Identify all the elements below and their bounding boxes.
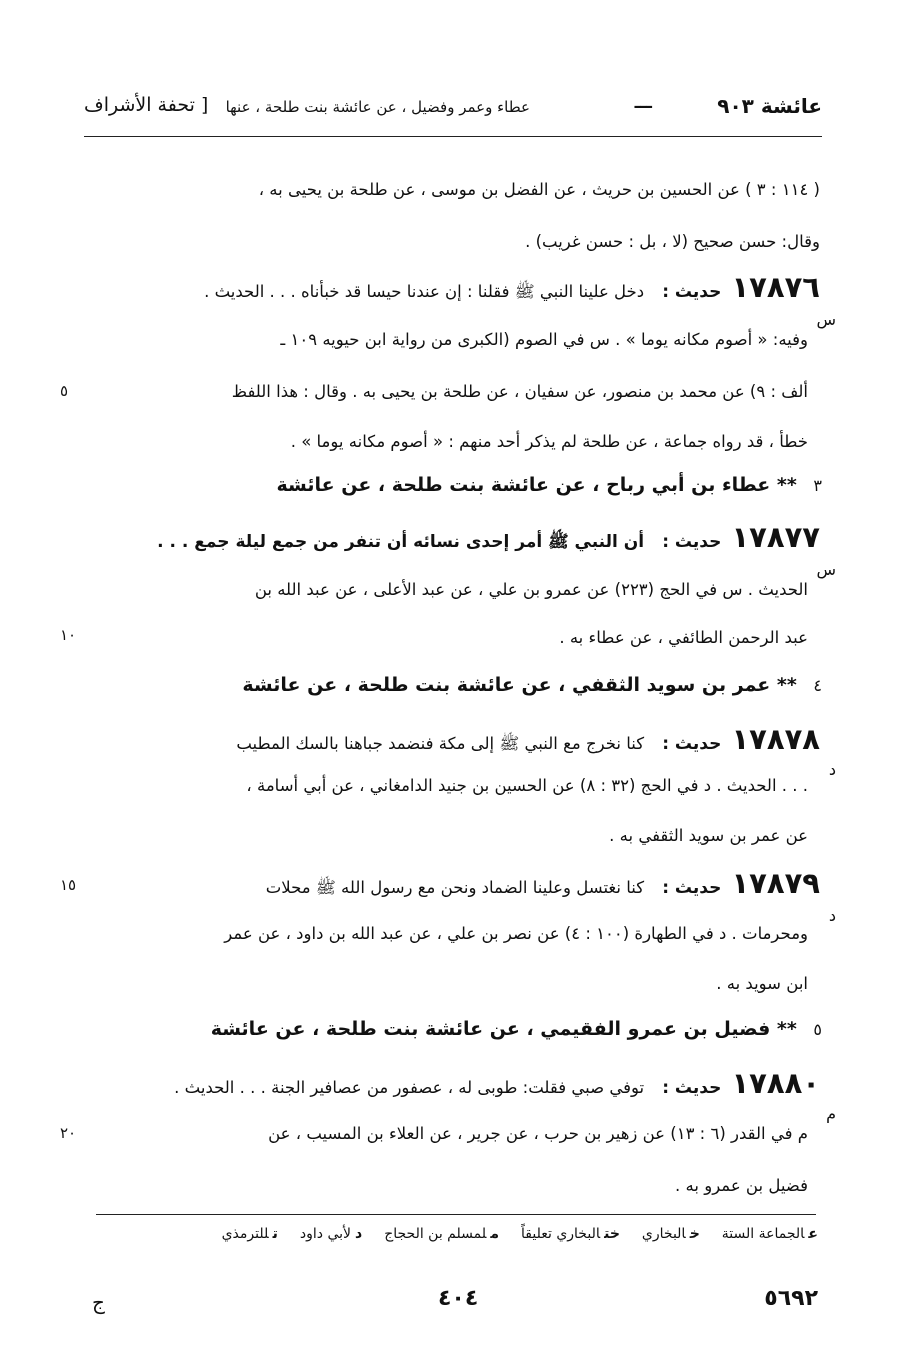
source-symbol: س: [816, 560, 836, 579]
section-heading: [242, 674, 822, 696]
hadith-number-value: ١٧٨٧٦: [731, 270, 820, 304]
hadith-number: [266, 866, 820, 902]
legend-text: البخاري: [641, 1226, 686, 1242]
line-number: ٥: [60, 382, 69, 400]
header-subtitle: عطاء وعمر وفضيل ، عن عائشة بنت طلحة ، عنها: [225, 98, 530, 116]
running-header: [84, 88, 822, 128]
hadith-number-value: ١٧٨٨٠: [731, 1066, 820, 1100]
header-title: عائشة ٩٠٣: [717, 94, 822, 118]
text-line: . . . الحديث . د في الحج (٣٢ : ٨) عن الحسين بن جنيد الدامغاني ، عن أبي أسامة ،: [246, 776, 808, 795]
hadith-label: حديث :: [662, 878, 722, 898]
legend-text: للترمذي: [221, 1226, 269, 1242]
text-line: خطأ ، قد رواه جماعة ، عن طلحة لم يذكر أحد منهم : « أصوم مكانه يوما » .: [290, 432, 808, 451]
text-line: ابن سويد به .: [716, 974, 808, 993]
header-separator: ـــ: [634, 93, 652, 113]
hadith-text: دخل علينا النبي ﷺ فقلنا : إن عندنا حيسا قد خبأناه . . . الحديث .: [204, 282, 645, 301]
section-heading: [277, 474, 822, 496]
hadith-number-value: ١٧٨٧٩: [731, 866, 820, 900]
legend-item: [222, 1226, 278, 1242]
hadith-text: كنا نغتسل وعلينا الضماد ونحن مع رسول الله ﷺ محلات: [265, 878, 645, 897]
text-line: عبد الرحمن الطائفي ، عن عطاء به .: [559, 628, 808, 647]
hadith-number: [236, 722, 820, 758]
legend-symbol: د: [355, 1226, 363, 1242]
hadith-label: حديث :: [662, 532, 722, 552]
section-heading: [211, 1018, 822, 1040]
hadith-label: حديث :: [662, 734, 722, 754]
section-number: ٥: [813, 1020, 822, 1039]
legend-symbol: خ: [689, 1226, 700, 1242]
source-symbol: س: [816, 310, 836, 329]
line-number: ١٠: [60, 626, 77, 644]
text-line: الحديث . س في الحج (٢٢٣) عن عمرو بن علي ، عن عبد الأعلى ، عن عبد الله بن: [254, 580, 808, 599]
volume-code: ٥٦٩٢: [764, 1286, 818, 1311]
page-number: ٤٠٤: [438, 1286, 479, 1311]
legend-text: الجماعة الستة: [721, 1226, 805, 1242]
hadith-label: حديث :: [662, 1078, 722, 1098]
legend-symbol: م: [490, 1226, 500, 1242]
text-line: ألف : ٩) عن محمد بن منصور، عن سفيان ، عن طلحة بن يحيى به . وقال : هذا اللفظ: [231, 382, 808, 401]
volume-letter: ج: [92, 1290, 105, 1314]
text-line: وفيه: « أصوم مكانه يوما » . س في الصوم (الكبرى من رواية ابن حيويه ١٠٩ ـ: [280, 330, 808, 349]
text-line: ومحرمات . د في الطهارة (١٠٠ : ٤) عن نصر بن علي ، عن عبد الله بن داود ، عن عمر: [224, 924, 808, 943]
legend-item: [300, 1226, 362, 1242]
legend-item: [521, 1226, 620, 1242]
hadith-number-value: ١٧٨٧٧: [731, 520, 820, 554]
line-number: ١٥: [60, 876, 77, 894]
section-title: ** فضيل بن عمرو الفقيمي ، عن عائشة بنت طلحة ، عن عائشة: [210, 1018, 797, 1040]
text-line: م في القدر (٦ : ١٣) عن زهير بن حرب ، عن جرير ، عن العلاء بن المسيب ، عن: [268, 1124, 808, 1143]
legend-item: [722, 1226, 818, 1242]
text-line: وقال: حسن صحيح (لا ، بل : حسن غريب) .: [525, 232, 820, 251]
source-symbol: د: [828, 906, 836, 925]
source-symbol: د: [828, 760, 836, 779]
legend-item: [642, 1226, 700, 1242]
text-line: فضيل بن عمرو به .: [675, 1176, 808, 1195]
section-number: ٣: [813, 476, 822, 495]
hadith-number: [157, 520, 820, 556]
section-title: ** عمر بن سويد الثقفي ، عن عائشة بنت طلحة ، عن عائشة: [242, 674, 797, 696]
header-rule: [84, 136, 822, 137]
legend-symbol: خت: [604, 1226, 620, 1242]
hadith-number-value: ١٧٨٧٨: [731, 722, 820, 756]
abbreviation-legend: [222, 1226, 818, 1242]
hadith-text: أن النبي ﷺ أمر إحدى نسائه أن تنفر من جمع ليلة جمع . . .: [157, 532, 645, 552]
hadith-text: كنا نخرج مع النبي ﷺ إلى مكة فنضمد جباهنا بالسك المطيب: [236, 734, 645, 753]
footer-rule: [96, 1214, 816, 1215]
line-number: ٢٠: [60, 1124, 77, 1142]
hadith-number: [174, 1066, 820, 1100]
legend-text: لأبي داود: [299, 1226, 351, 1242]
section-number: ٤: [813, 676, 822, 695]
legend-item: [384, 1226, 499, 1242]
hadith-text: توفي صبي فقلت: طوبى له ، عصفور من عصافير الجنة . . . الحديث .: [174, 1078, 645, 1097]
legend-text: البخاري تعليقاً: [521, 1226, 601, 1242]
text-line: ( ١١٤ : ٣ ) عن الحسين بن حريث ، عن الفضل بن موسى ، عن طلحة بن يحيى به ،: [258, 180, 820, 199]
header-book-title: [ تحفة الأشراف: [84, 94, 209, 116]
hadith-label: حديث :: [662, 282, 722, 302]
legend-symbol: ع: [808, 1226, 818, 1242]
legend-symbol: ت: [272, 1226, 278, 1242]
hadith-number: [204, 270, 820, 306]
text-line: عن عمر بن سويد الثقفي به .: [609, 826, 808, 845]
legend-text: لمسلم بن الحجاج: [384, 1226, 487, 1242]
section-title: ** عطاء بن أبي رباح ، عن عائشة بنت طلحة ، عن عائشة: [276, 474, 797, 496]
source-symbol: م: [826, 1104, 836, 1123]
